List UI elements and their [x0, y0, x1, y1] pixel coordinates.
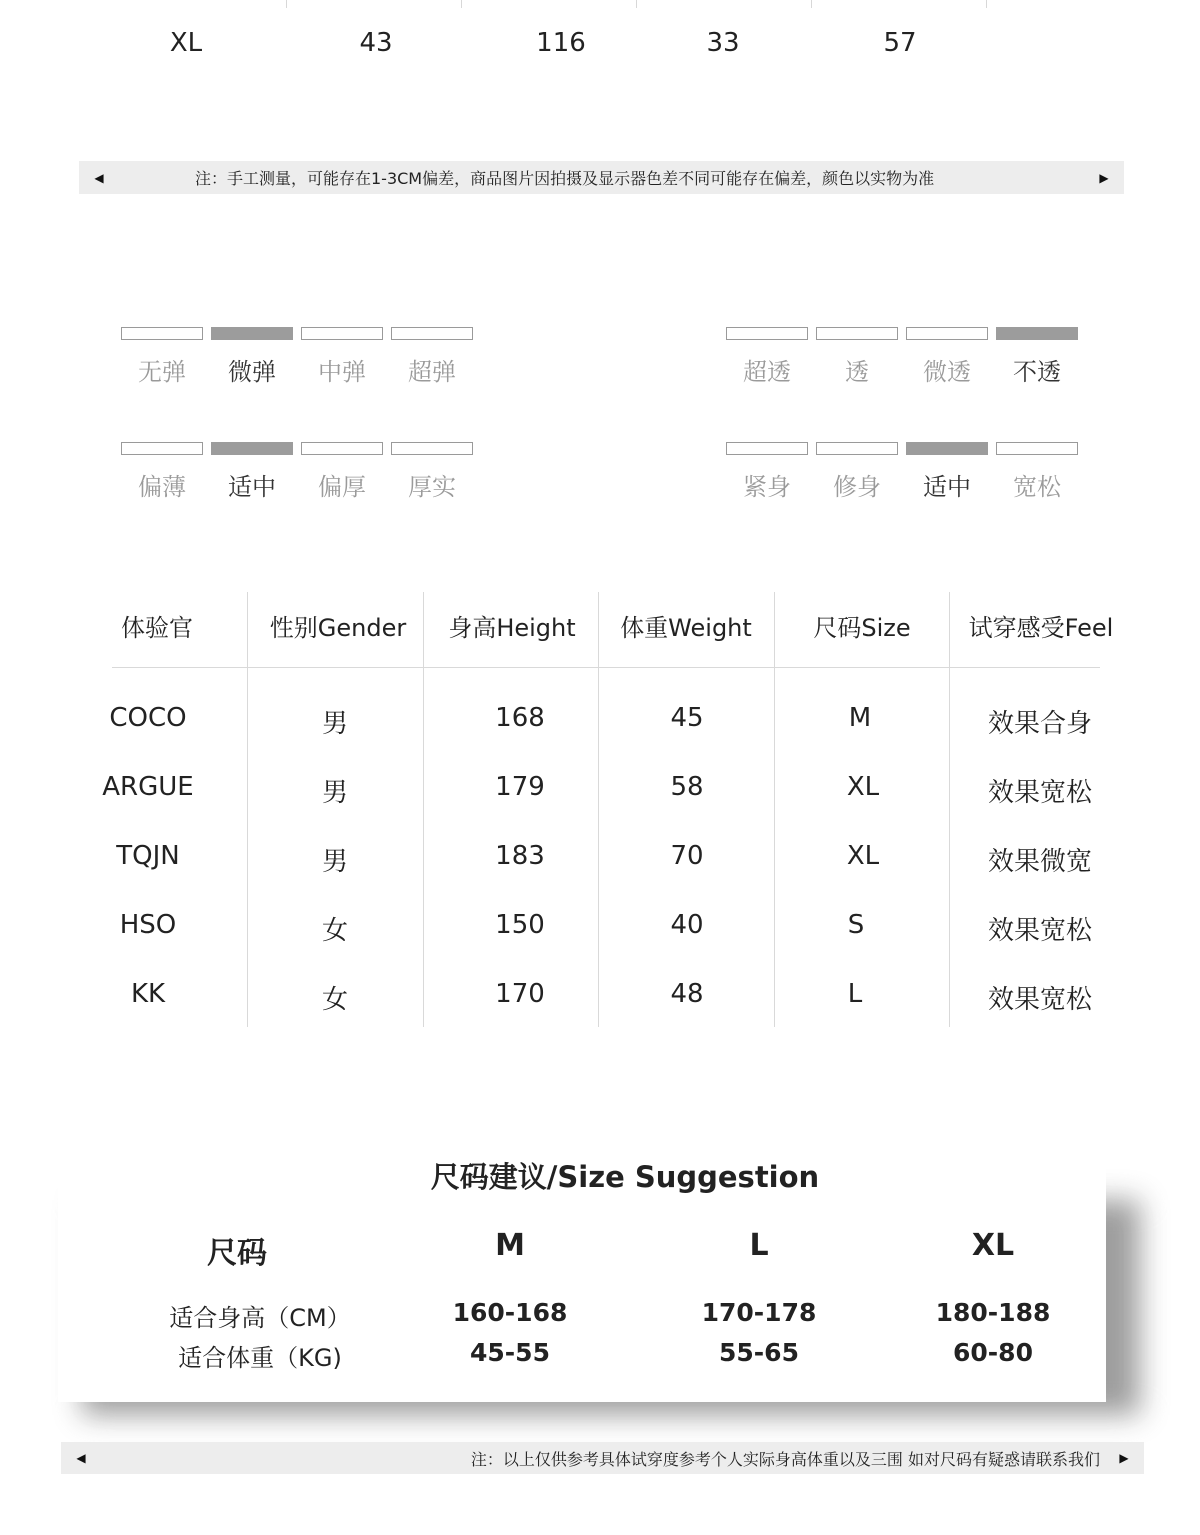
scale-bar: [121, 327, 203, 340]
table-header: 身高Height: [448, 614, 576, 642]
divider: [286, 0, 287, 8]
scale-bar: [906, 327, 988, 340]
height-range: 180-188: [935, 1298, 1051, 1327]
reference-note-bar: [61, 1442, 1144, 1474]
header-divider: [112, 667, 1100, 668]
column-divider: [423, 592, 424, 1027]
table-cell: ARGUE: [102, 772, 194, 802]
table-cell: TQJN: [116, 841, 180, 871]
top-cell: 43: [359, 28, 393, 58]
thickness-scale: [121, 442, 491, 502]
size-header: L: [749, 1228, 769, 1263]
table-cell: S: [847, 910, 865, 940]
size-header: XL: [971, 1228, 1015, 1263]
column-divider: [247, 592, 248, 1027]
size-header: M: [495, 1228, 525, 1263]
weight-range: 60-80: [953, 1338, 1033, 1367]
scale-label: 偏薄: [138, 473, 186, 501]
table-cell: 男: [321, 847, 348, 877]
table-cell: 女: [321, 985, 348, 1015]
scroll-right-icon[interactable]: ▶: [1119, 1451, 1129, 1465]
scale-label: 微透: [923, 358, 971, 386]
table-header: 尺码Size: [813, 614, 911, 642]
scale-bar-selected: [996, 327, 1078, 340]
scale-label: 透: [845, 358, 869, 386]
table-cell: 170: [495, 979, 545, 1009]
table-cell: 45: [670, 703, 704, 733]
top-cell: 33: [706, 28, 740, 58]
table-cell: 效果宽松: [987, 916, 1092, 946]
table-cell: 70: [670, 841, 704, 871]
table-cell: 179: [495, 772, 545, 802]
scale-bar-selected: [211, 442, 293, 455]
scale-label-selected: 不透: [1013, 358, 1061, 386]
table-cell: 150: [495, 910, 545, 940]
scale-label-selected: 微弹: [228, 358, 276, 386]
scale-bar: [121, 442, 203, 455]
divider: [986, 0, 987, 8]
height-range: 160-168: [452, 1298, 568, 1327]
scale-label: 超弹: [408, 358, 456, 386]
table-header: 体验官: [121, 614, 193, 642]
elasticity-scale: [121, 327, 491, 387]
weight-range: 55-65: [719, 1338, 799, 1367]
table-cell: XL: [846, 772, 880, 802]
column-divider: [774, 592, 775, 1027]
scale-bar: [816, 442, 898, 455]
scale-bar-selected: [906, 442, 988, 455]
scale-label: 偏厚: [318, 473, 366, 501]
scroll-left-icon[interactable]: ◀: [76, 1451, 86, 1465]
scale-bar-selected: [211, 327, 293, 340]
transparency-scale: [726, 327, 1096, 387]
scroll-right-icon[interactable]: ▶: [1099, 170, 1109, 185]
scale-bar: [726, 442, 808, 455]
height-range: 170-178: [701, 1298, 817, 1327]
scale-bar: [996, 442, 1078, 455]
scale-label: 中弹: [318, 358, 366, 386]
table-cell: KK: [130, 979, 166, 1009]
top-cell: 116: [536, 28, 586, 58]
scroll-left-icon[interactable]: ◀: [94, 170, 104, 185]
table-cell: 40: [670, 910, 704, 940]
scale-bar: [726, 327, 808, 340]
scale-bar: [391, 327, 473, 340]
scale-label: 厚实: [408, 473, 456, 501]
measurement-note-bar: [79, 161, 1124, 194]
table-cell: 男: [321, 778, 348, 808]
scale-label: 超透: [743, 358, 791, 386]
table-cell: COCO: [109, 703, 187, 733]
column-divider: [949, 592, 950, 1027]
reference-note-text: 注：以上仅供参考具体试穿度参考个人实际身高体重以及三围 如对尺码有疑惑请联系我们: [470, 1449, 1100, 1469]
scale-bar: [816, 327, 898, 340]
table-cell: 效果微宽: [987, 847, 1092, 877]
scale-bar: [301, 327, 383, 340]
size-suggestion-title: 尺码建议/Size Suggestion: [430, 1160, 820, 1194]
top-cell: XL: [169, 28, 203, 58]
table-cell: 效果宽松: [987, 985, 1092, 1015]
table-cell: XL: [846, 841, 880, 871]
column-divider: [598, 592, 599, 1027]
table-cell: 58: [670, 772, 704, 802]
table-header: 性别Gender: [269, 614, 407, 642]
scale-bar: [391, 442, 473, 455]
table-cell: 48: [670, 979, 704, 1009]
weight-row-label: 适合体重（KG): [178, 1344, 342, 1372]
divider: [811, 0, 812, 8]
table-header: 体重Weight: [620, 614, 752, 642]
table-cell: 效果合身: [987, 709, 1092, 739]
table-cell: HSO: [119, 910, 177, 940]
table-cell: 183: [495, 841, 545, 871]
fit-scale: [726, 442, 1096, 502]
table-cell: 效果宽松: [987, 778, 1092, 808]
scale-label: 宽松: [1013, 473, 1061, 501]
scale-label-selected: 适中: [923, 473, 971, 501]
scale-label-selected: 适中: [228, 473, 276, 501]
scale-label: 无弹: [138, 358, 186, 386]
size-header-label: 尺码: [207, 1236, 267, 1271]
weight-range: 45-55: [470, 1338, 550, 1367]
table-cell: M: [848, 703, 872, 733]
scale-label: 紧身: [743, 473, 791, 501]
table-cell: 女: [321, 916, 348, 946]
divider: [636, 0, 637, 8]
table-cell: L: [847, 979, 863, 1009]
scale-bar: [301, 442, 383, 455]
measurement-note-text: 注：手工测量，可能存在1-3CM偏差，商品图片因拍摄及显示器色差不同可能存在偏差，颜色以实物为准: [195, 169, 935, 188]
divider: [461, 0, 462, 8]
top-cell: 57: [883, 28, 917, 58]
table-cell: 男: [321, 709, 348, 739]
height-row-label: 适合身高（CM）: [169, 1304, 351, 1332]
scale-label: 修身: [833, 473, 881, 501]
table-header: 试穿感受Feel: [968, 614, 1114, 642]
table-cell: 168: [495, 703, 545, 733]
